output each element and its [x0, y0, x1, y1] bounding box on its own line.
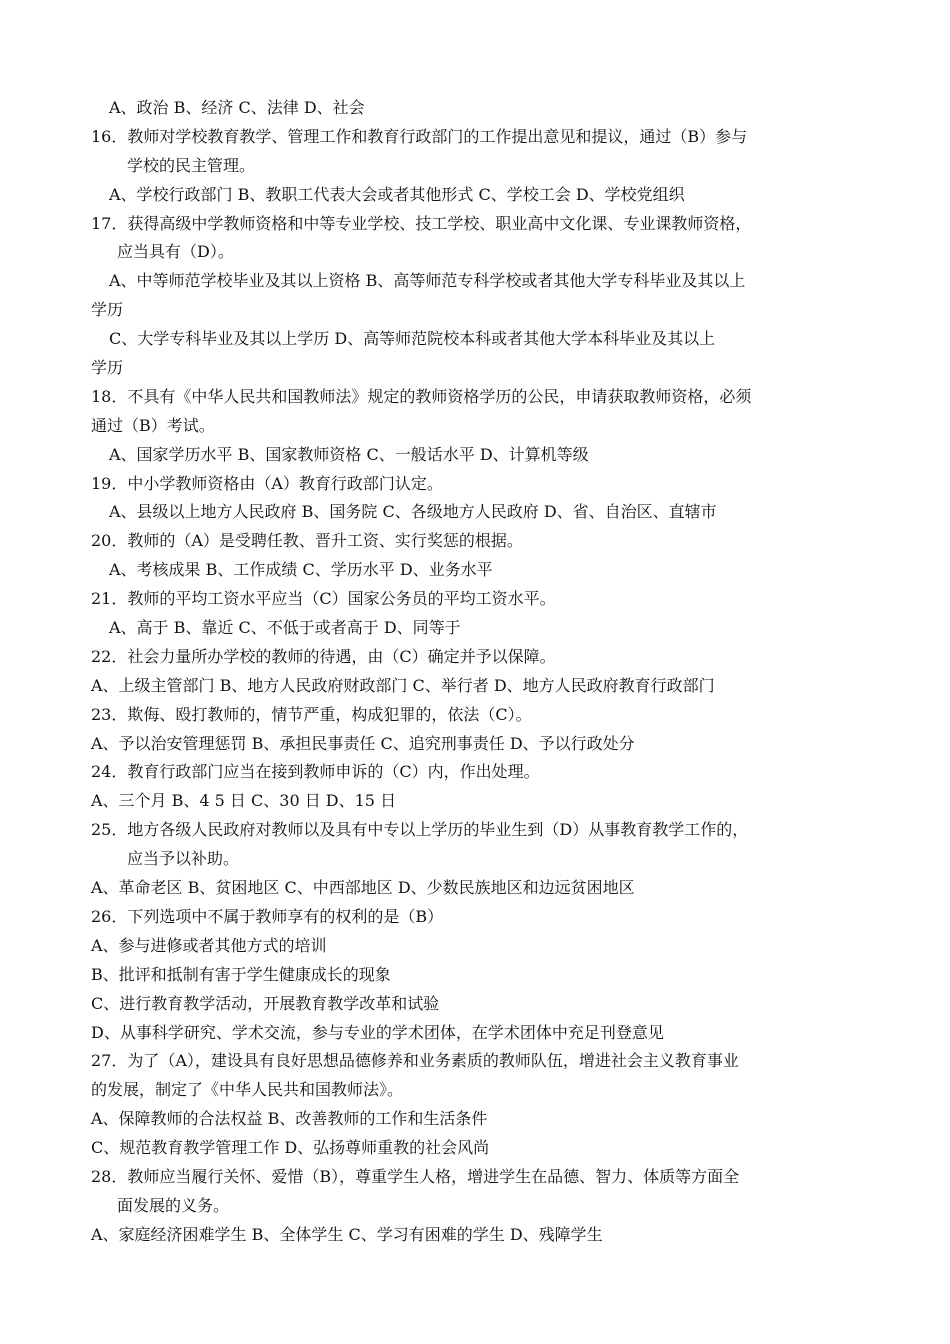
question-continuation: 面发展的义务。 — [117, 1195, 230, 1215]
question-line: 23．欺侮、殴打教师的，情节严重，构成犯罪的，依法（C）。 — [91, 704, 532, 724]
option-line: A、保障教师的合法权益 B、改善教师的工作和生活条件 — [91, 1109, 488, 1129]
option-line: B、批评和抵制有害于学生健康成长的现象 — [91, 964, 391, 984]
option-continuation: 学历 — [91, 300, 124, 320]
question-line: 19．中小学教师资格由（A）教育行政部门认定。 — [91, 473, 443, 493]
question-line: 28．教师应当履行关怀、爱惜（B），尊重学生人格，增进学生在品德、智力、体质等方面全 — [91, 1166, 740, 1186]
option-line: A、家庭经济困难学生 B、全体学生 C、学习有困难的学生 D、残障学生 — [91, 1224, 603, 1244]
question-line: 24．教育行政部门应当在接到教师申诉的（C）内，作出处理。 — [91, 762, 540, 782]
question-continuation: 应当具有（D）。 — [117, 242, 234, 262]
option-line: A、政治 B、经济 C、法律 D、社会 — [109, 98, 365, 117]
question-line: 17．获得高级中学教师资格和中等专业学校、技工学校、职业高中文化课、专业课教师资格， — [91, 213, 752, 233]
option-line: A、学校行政部门 B、教职工代表大会或者其他形式 C、学校工会 D、学校党组织 — [109, 184, 685, 204]
option-line: C、规范教育教学管理工作 D、弘扬尊师重教的社会风尚 — [91, 1138, 490, 1158]
option-line: A、中等师范学校毕业及其以上资格 B、高等师范专科学校或者其他大学专科毕业及其以上 — [109, 271, 746, 291]
option-line: A、县级以上地方人民政府 B、国务院 C、各级地方人民政府 D、省、自治区、直辖市 — [109, 502, 717, 522]
option-line: A、革命老区 B、贫困地区 C、中西部地区 D、少数民族地区和边远贫困地区 — [91, 878, 635, 898]
question-continuation: 学校的民主管理。 — [127, 155, 256, 175]
question-line: 22．社会力量所办学校的教师的待遇，由（C）确定并予以保障。 — [91, 646, 556, 666]
option-line: C、进行教育教学活动，开展教育教学改革和试验 — [91, 993, 440, 1013]
question-line: 27．为了（A），建设具有良好思想品德修养和业务素质的教师队伍，增进社会主义教育事业 — [91, 1051, 739, 1071]
question-line: 26．下列选项中不属于教师享有的权利的是（B） — [91, 906, 444, 926]
option-continuation: 学历 — [91, 358, 124, 378]
question-line: 18．不具有《中华人民共和国教师法》规定的教师资格学历的公民，申请获取教师资格，必须 — [91, 386, 752, 406]
question-list — [91, 94, 871, 1250]
option-line: A、高于 B、靠近 C、不低于或者高于 D、同等于 — [109, 618, 461, 638]
option-line: D、从事科学研究、学术交流，参与专业的学术团体，在学术团体中充足刊登意见 — [91, 1022, 664, 1042]
question-line: 25．地方各级人民政府对教师以及具有中专以上学历的毕业生到（D）从事教育教学工作的， — [91, 820, 749, 840]
option-line: A、考核成果 B、工作成绩 C、学历水平 D、业务水平 — [109, 560, 493, 580]
question-continuation: 的发展，制定了《中华人民共和国教师法》。 — [91, 1080, 404, 1100]
option-line: C、大学专科毕业及其以上学历 D、高等师范院校本科或者其他大学本科毕业及其以上 — [109, 329, 716, 349]
question-line: 16．教师对学校教育教学、管理工作和教育行政部门的工作提出意见和提议，通过（B）参与 — [91, 126, 748, 146]
option-line: A、参与进修或者其他方式的培训 — [91, 935, 327, 955]
question-line: 20．教师的（A）是受聘任教、晋升工资、实行奖惩的根据。 — [91, 531, 523, 551]
option-line: A、予以治安管理惩罚 B、承担民事责任 C、追究刑事责任 D、予以行政处分 — [91, 733, 635, 753]
option-line: A、三个月 B、4 5 日 C、30 日 D、15 日 — [91, 791, 397, 811]
question-line: 21．教师的平均工资水平应当（C）国家公务员的平均工资水平。 — [91, 589, 556, 609]
option-line: A、国家学历水平 B、国家教师资格 C、一般话水平 D、计算机等级 — [109, 444, 589, 464]
question-continuation: 应当予以补助。 — [127, 849, 240, 869]
option-line: A、上级主管部门 B、地方人民政府财政部门 C、举行者 D、地方人民政府教育行政部门 — [91, 675, 715, 695]
question-continuation: 通过（B）考试。 — [91, 415, 215, 435]
